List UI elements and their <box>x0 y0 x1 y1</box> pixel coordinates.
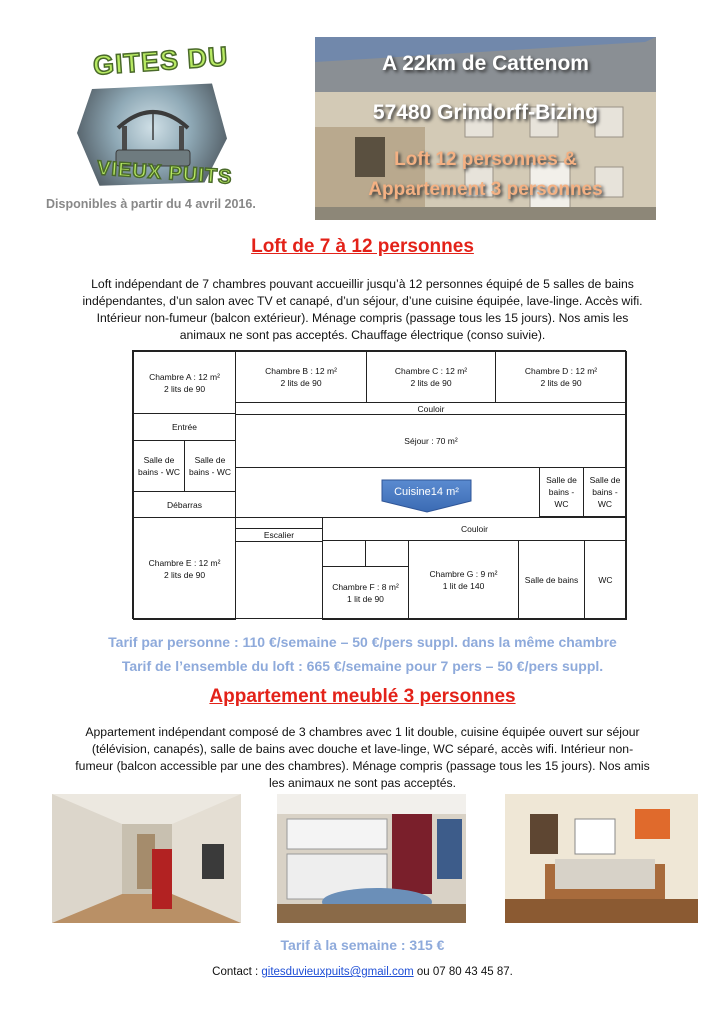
header-banner-photo <box>315 37 656 220</box>
contact-email-link[interactable]: gitesduvieuxpuits@gmail.com <box>261 966 414 978</box>
room-salle-de-bains-4: Salle de bains - WC <box>583 467 627 517</box>
room-chambre-c: Chambre C : 12 m² 2 lits de 90 <box>366 351 496 403</box>
room-escalier: Escalier <box>235 528 323 542</box>
room-couloir-top: Couloir <box>235 402 627 415</box>
banner-offer-line2: Appartement 3 personnes <box>368 179 603 200</box>
loft-description-line: indépendantes, d’un salon avec TV et canapé, d’un séjour, d’une cuisine équipée, lave-linge. Accès wifi. <box>82 294 643 308</box>
logo-title-line1: GITES DU <box>92 41 230 81</box>
room-chambre-e: Chambre E : 12 m² 2 lits de 90 <box>133 517 236 620</box>
banner-offer-line1: Loft 12 personnes & <box>394 149 577 170</box>
appartement-description-line: les animaux ne sont pas acceptés. <box>269 776 456 790</box>
contact-phone: ou 07 80 43 45 87. <box>413 966 513 978</box>
room-chambre-g: Chambre G : 9 m² 1 lit de 140 <box>408 540 519 620</box>
banner-address: 57480 Grindorff-Bizing <box>372 101 599 124</box>
contact-prefix: Contact : <box>212 966 262 978</box>
room-chambre-a: Chambre A : 12 m² 2 lits de 90 <box>133 351 236 414</box>
appartement-description-line: (télévision, canapés), salle de bains avec douche et lave-linge, WC séparé, accès wifi. Intérieur non- <box>91 742 634 756</box>
floor-plan <box>132 350 626 619</box>
availability-text: Disponibles à partir du 4 avril 2016. <box>46 197 256 211</box>
room-salle-de-bains-2: Salle de bains - WC <box>184 440 236 492</box>
room-wc: WC <box>584 540 627 620</box>
well-icon <box>110 98 196 168</box>
room-salle-de-bains-1: Salle de bains - WC <box>133 440 185 492</box>
cuisine-label: Cuisine14 m² <box>394 486 459 498</box>
loft-description <box>60 276 665 344</box>
logo-title-line2: VIEUX PUITS <box>96 157 234 189</box>
room-chambre-b: Chambre B : 12 m² 2 lits de 90 <box>235 351 367 403</box>
appartement-description <box>60 724 665 792</box>
room-sejour: Séjour : 70 m² <box>235 414 627 468</box>
room-chambre-f: Chambre F : 8 m² 1 lit de 90 <box>322 566 409 620</box>
room-couloir-bottom: Couloir <box>322 517 627 541</box>
loft-tarif-per-person: Tarif par personne : 110 €/semaine – 50 €/pers suppl. dans la même chambre <box>108 634 617 650</box>
room-salle-de-bains-3: Salle de bains - WC <box>539 467 584 517</box>
appartement-title: Appartement meublé 3 personnes <box>209 686 516 707</box>
loft-title: Loft de 7 à 12 personnes <box>251 236 474 257</box>
room-debarras: Débarras <box>133 491 236 518</box>
photo-kitchen <box>277 794 466 923</box>
loft-description-line: Intérieur non-fumeur (balcon extérieur). Ménage compris (passage tous les 15 jours). Nos amis les <box>96 311 629 325</box>
photo-hallway <box>52 794 241 923</box>
loft-description-line: Loft indépendant de 7 chambres pouvant accueillir jusqu’à 12 personnes équipé de 5 salles de bains <box>91 277 634 291</box>
banner-distance: A 22km de Cattenom <box>382 52 589 75</box>
loft-description-line: animaux ne sont pas acceptés. Chauffage électrique (conso suivie). <box>179 328 546 342</box>
loft-tarif-whole: Tarif de l’ensemble du loft : 665 €/semaine pour 7 pers – 50 €/pers suppl. <box>121 658 604 674</box>
appartement-description-line: Appartement indépendant composé de 3 chambres avec 1 lit double, cuisine équipée ouvert sur séjour <box>85 725 640 739</box>
cuisine-callout <box>381 479 472 513</box>
appartement-tarif: Tarif à la semaine : 315 € <box>280 937 445 953</box>
photo-bedroom <box>505 794 698 923</box>
room-entree: Entrée <box>133 413 236 441</box>
contact-line <box>0 966 725 978</box>
plan-wall <box>365 540 409 567</box>
plan-wall <box>322 540 366 567</box>
room-chambre-d: Chambre D : 12 m² 2 lits de 90 <box>495 351 627 403</box>
room-salle-de-bains: Salle de bains <box>518 540 585 620</box>
logo <box>55 40 255 190</box>
appartement-description-line: fumeur (balcon accessible par une des chambres). Ménage compris (passage tous les 15 jours). Nos amis <box>75 759 650 773</box>
